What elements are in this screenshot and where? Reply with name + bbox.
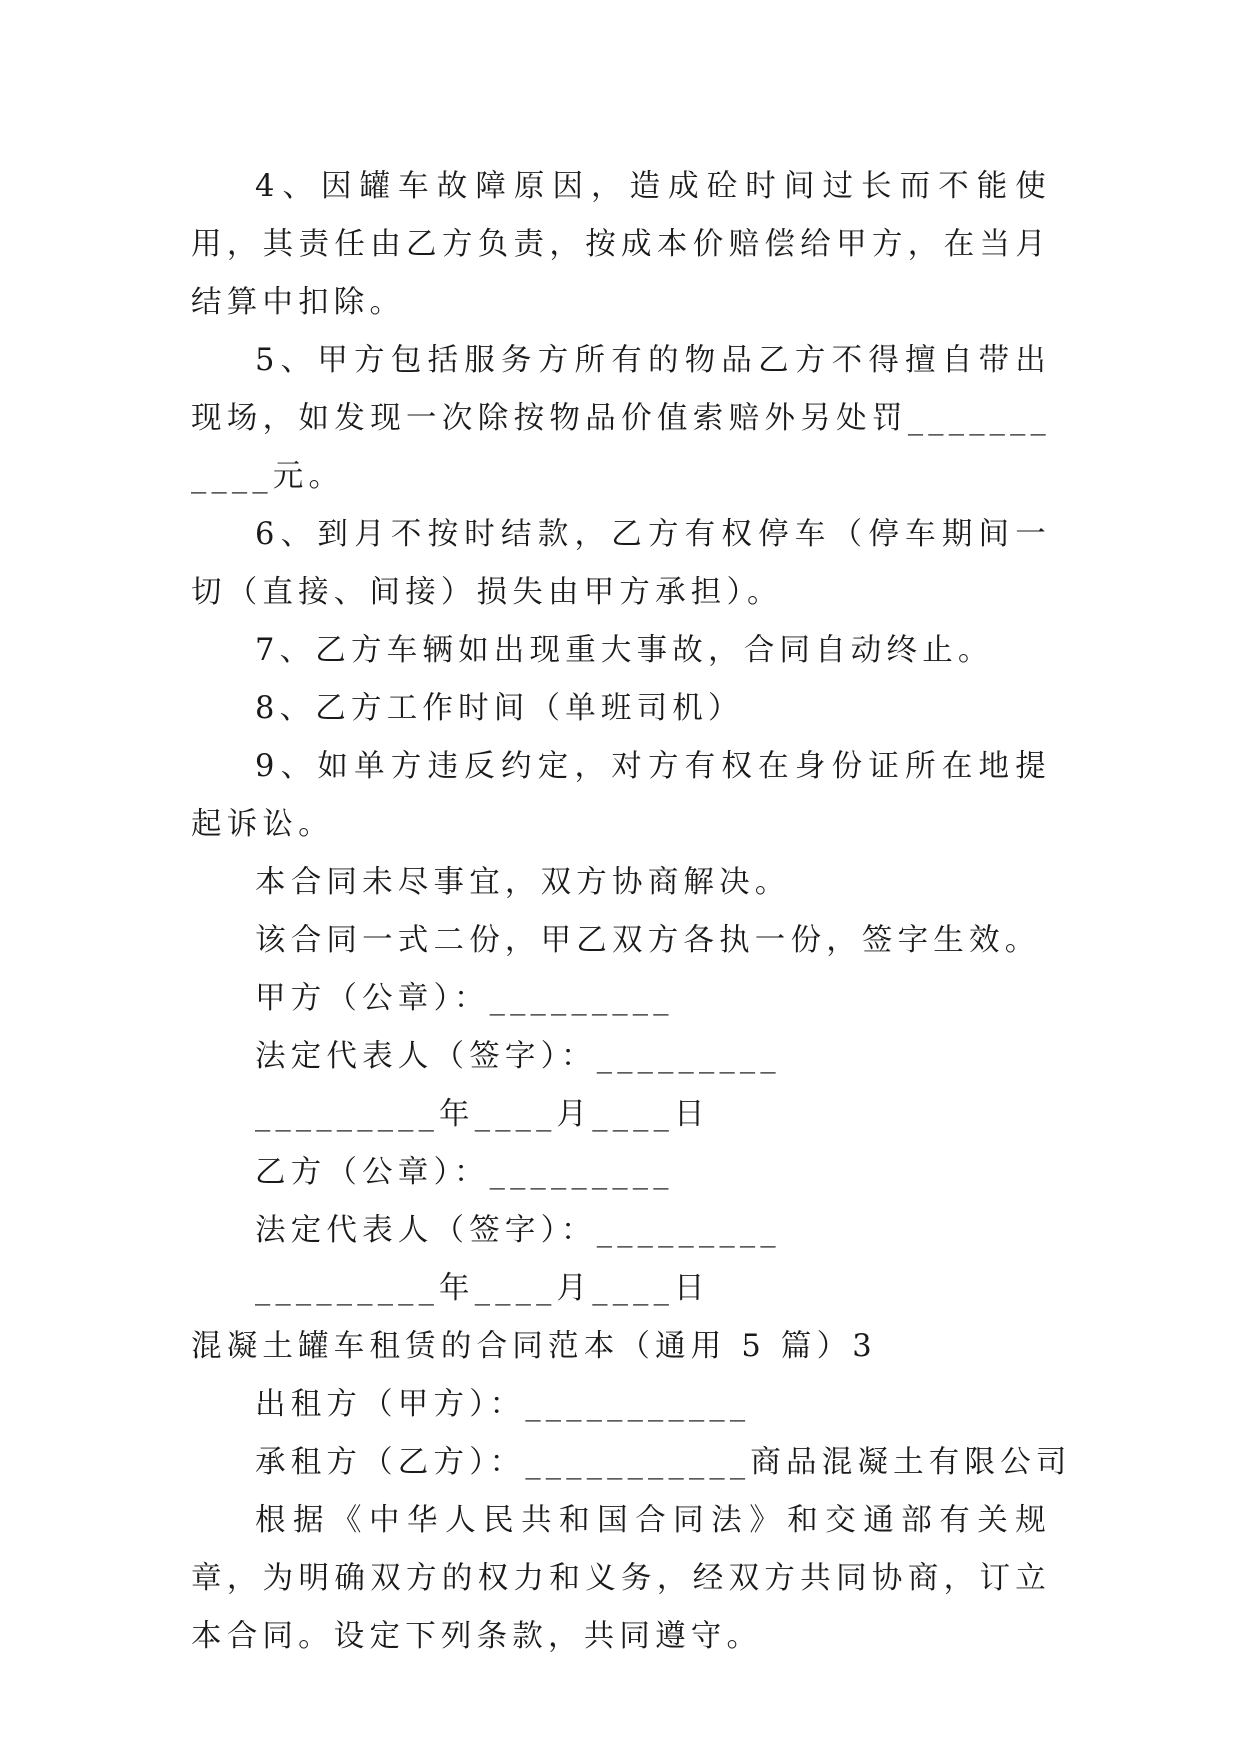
clause-unresolved-matters: 本合同未尽事宜，双方协商解决。 (255, 865, 791, 900)
party-a-representative-line: 法定代表人（签字）：_________ (255, 1039, 781, 1074)
clause-9: 9、如单方违反约定，对方有权在身份证所在地提起诉讼。 (191, 749, 1051, 842)
party-b-date-line: _________年____月____日 (255, 1271, 710, 1306)
party-b-representative-line: 法定代表人（签字）：_________ (255, 1213, 781, 1248)
clause-copies: 该合同一式二份，甲乙双方各执一份，签字生效。 (255, 923, 1041, 958)
clause-8: 8、乙方工作时间（单班司机） (255, 691, 744, 726)
clause-7: 7、乙方车辆如出现重大事故，合同自动终止。 (255, 633, 994, 668)
party-a-seal-line: 甲方（公章）：_________ (255, 981, 674, 1016)
document-body (191, 158, 1072, 1666)
clause-5: 5、甲方包括服务方所有的物品乙方不得擅自带出现场，如发现一次除按物品价值索赔外另处罚___________元。 (191, 343, 1051, 494)
section-title: 混凝土罐车租赁的合同范本（通用 5 篇）3 (191, 1329, 877, 1364)
lessor-line: 出租方（甲方）：___________ (255, 1387, 751, 1422)
party-a-date-line: _________年____月____日 (255, 1097, 710, 1132)
clause-4: 4、因罐车故障原因，造成砼时间过长而不能使用，其责任由乙方负责，按成本价赔偿给甲方，在当月结算中扣除。 (191, 169, 1051, 320)
preamble-paragraph: 根据《中华人民共和国合同法》和交通部有关规章，为明确双方的权力和义务，经双方共同协商，订立本合同。设定下列条款，共同遵守。 (191, 1503, 1051, 1654)
lessee-line: 承租方（乙方）：___________商品混凝土有限公司 (255, 1445, 1072, 1480)
clause-6: 6、到月不按时结款，乙方有权停车（停车期间一切（直接、间接）损失由甲方承担）。 (191, 517, 1051, 610)
party-b-seal-line: 乙方（公章）：_________ (255, 1155, 674, 1190)
